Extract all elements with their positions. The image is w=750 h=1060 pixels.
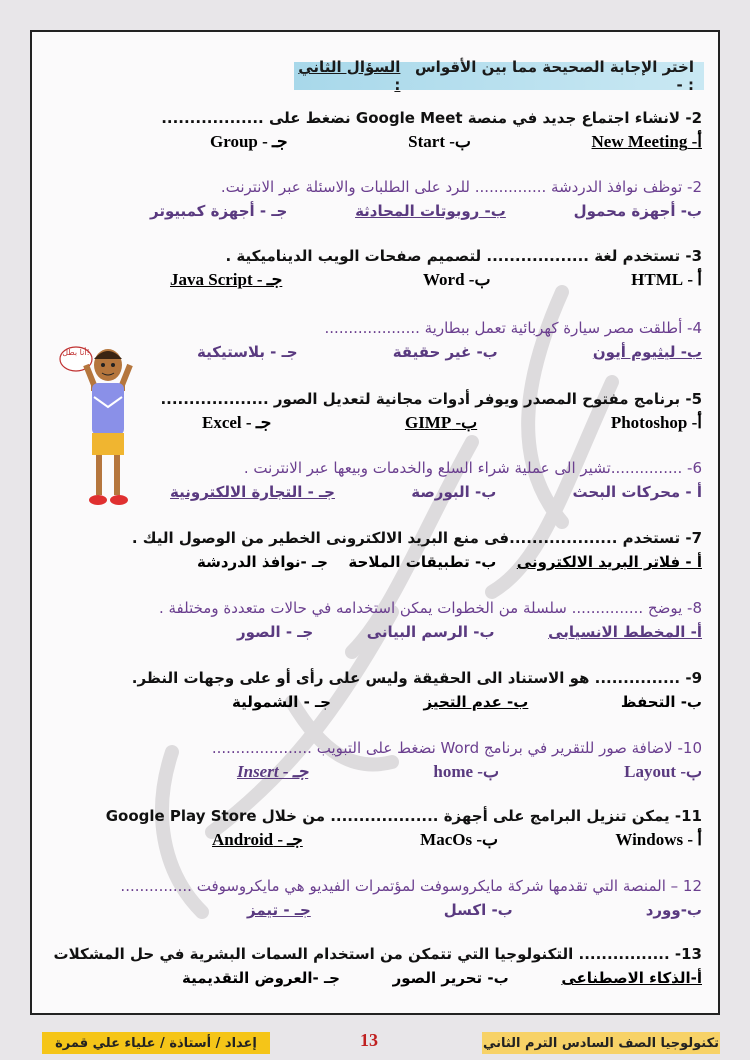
page-number: 13 [360, 1030, 378, 1050]
option-a: أ- New Meeting [591, 132, 702, 151]
page-footer [30, 1030, 720, 1060]
option-a: أ - محركات البحث [572, 483, 702, 501]
option-a: ب- أجهزة محمول [573, 202, 702, 220]
option-b: ب- MacOs [420, 830, 499, 849]
question-text: 2- توظف نوافذ الدردشة ............... للرد على الطلبات والاسئلة عبر الانترنت. [220, 178, 702, 196]
option-c: جـ - Insert [237, 762, 309, 781]
option-b: ب- الرسم البيانى [366, 623, 495, 641]
option-c: جـ - التجارة الالكترونية [170, 483, 335, 501]
question-text: 4- أطلقت مصر سيارة كهربائية تعمل ببطارية .................... [324, 319, 702, 337]
option-c: جـ - Java Script [170, 270, 283, 289]
question-3 [42, 244, 702, 292]
option-a: أ - فلاتر البريد الالكترونى [516, 553, 702, 571]
option-a: أ- Photoshop [610, 413, 702, 432]
option-b: ب- عدم التحيز [423, 693, 529, 711]
question-text: 11- يمكن تنزيل البرامج على أجهزة ................... من خلال Google Play Store [105, 807, 702, 825]
question-text: 12 – المنصة التي تقدمها شركة مايكروسوفت لمؤتمرات الفيديو هي مايكروسوفت ............... [120, 877, 702, 895]
option-b: ب- home [433, 762, 499, 781]
speech-bubble-text: أنا بطل! [62, 348, 90, 357]
question-text: 6- ...............تشير الى عملية شراء السلع والخدمات وبيعها عبر الانترنت . [243, 459, 702, 477]
question-text: 8- يوضح ............... سلسلة من الخطوات يمكن استخدامه في حالات متعددة ومختلفة . [158, 599, 702, 617]
option-b: ب- تحرير الصور [392, 969, 509, 987]
question-11 [42, 804, 702, 852]
section-header [294, 58, 704, 94]
footer-subject: تكنولوجيا الصف السادس الترم الثاني [482, 1032, 720, 1054]
option-a: أ-الذكاء الاصطناعى [561, 969, 702, 987]
option-c: جـ - الشمولية [232, 693, 331, 711]
option-a: أ - Windows [615, 830, 702, 849]
header-label: السؤال الثاني : [298, 58, 401, 94]
option-c: جـ -نوافذ الدردشة [197, 553, 328, 571]
option-b: ب- GIMP [404, 413, 478, 432]
option-a: ب- التحفظ [620, 693, 702, 711]
question-7 [42, 526, 702, 574]
question-10 [42, 736, 702, 784]
option-b: ب- اكسل [443, 901, 513, 919]
header-text: اختر الإجابة الصحيحة مما بين الأقواس : - [414, 58, 694, 94]
option-b: ب- روبوتات المحادثة [355, 202, 506, 220]
option-b: ب- Word [422, 270, 491, 289]
option-a: أ- المخطط الانسيابى [548, 623, 702, 641]
question-text: 5- برنامج مفتوح المصدر ويوفر أدوات مجانية لتعديل الصور ................... [160, 390, 702, 408]
question-4 [42, 316, 702, 364]
option-c: جـ - بلاستيكية [197, 343, 298, 361]
option-b: ب- البورصة [411, 483, 497, 501]
option-c: جـ -العروض التقديمية [182, 969, 340, 987]
question-5 [42, 387, 702, 435]
option-c: جـ - الصور [237, 623, 314, 641]
question-12 [42, 874, 702, 922]
option-b: ب- Start [408, 132, 471, 151]
question-1 [42, 106, 702, 154]
option-a: أ - HTML [631, 270, 702, 289]
cartoon-boy-illustration [48, 335, 134, 515]
option-c: جـ - Excel [202, 413, 272, 432]
option-c: جـ - Group [210, 132, 288, 151]
option-c: جـ - تيمز [247, 901, 311, 919]
option-c: جـ - أجهزة كمبيوتر [150, 202, 288, 220]
option-a: ب-وورد [645, 901, 702, 919]
option-a: ب- Layout [624, 762, 702, 781]
option-b: ب- غير حقيقة [392, 343, 498, 361]
question-text: 7- تستخدم ...................فى منع البريد الالكترونى الخطير من الوصول اليك . [131, 529, 702, 547]
question-text: 13- ................ التكنولوجيا التي تتمكن من استخدام السمات البشرية في حل المشكلات [53, 945, 702, 963]
option-b: ب- تطبيقات الملاحة [348, 553, 497, 571]
footer-author: إعداد / أستاذة / علياء علي قمرة [42, 1032, 270, 1054]
question-13 [42, 942, 702, 990]
question-2 [42, 175, 702, 223]
option-a: ب- ليثيوم أيون [592, 343, 702, 361]
question-9 [42, 666, 702, 714]
question-text: 2- لانشاء اجتماع جديد في منصة Google Meet نضغط على .................. [161, 109, 702, 127]
option-c: جـ - Android [212, 830, 303, 849]
question-6 [42, 456, 702, 504]
question-text: 3- تستخدم لغة .................. لتصميم صفحات الويب الديناميكية . [225, 247, 702, 265]
question-text: 9- ............... هو الاستناد الى الحقيقة وليس على رأى أو على وجهات النظر. [131, 669, 702, 687]
question-text: 10- لاضافة صور للتقرير في برنامج Word نضغط على التبويب ..................... [211, 739, 702, 757]
worksheet-page [30, 30, 720, 1015]
question-8 [42, 596, 702, 644]
